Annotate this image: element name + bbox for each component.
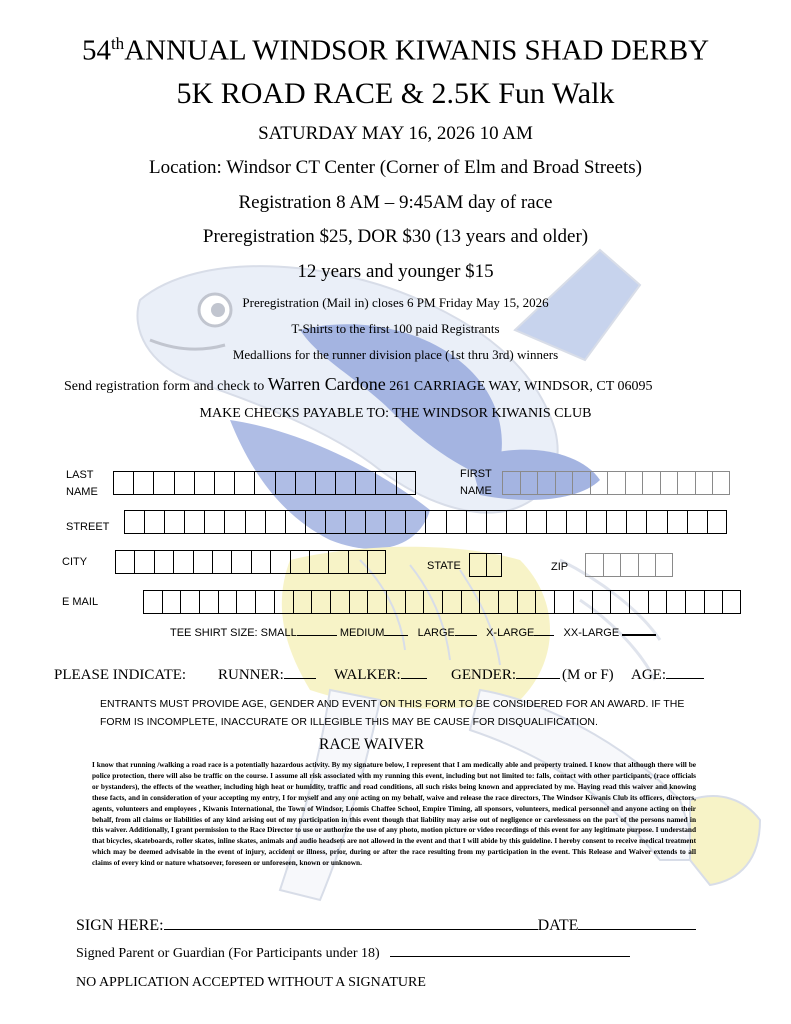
- character-box[interactable]: [722, 590, 741, 614]
- character-box[interactable]: [295, 471, 315, 495]
- character-box[interactable]: [655, 553, 673, 577]
- gender-field: GENDER: (M or F): [451, 667, 614, 683]
- character-box[interactable]: [115, 550, 134, 574]
- state-input[interactable]: [469, 553, 502, 577]
- character-box[interactable]: [405, 590, 424, 614]
- email-label: E MAIL: [62, 596, 99, 608]
- character-box[interactable]: [712, 471, 730, 495]
- page-subtitle: 5K ROAD RACE & 2.5K Fun Walk: [176, 77, 615, 110]
- first-name-input[interactable]: [502, 471, 730, 495]
- character-box[interactable]: [425, 510, 445, 534]
- character-box[interactable]: [585, 553, 603, 577]
- character-box[interactable]: [328, 550, 347, 574]
- tee-shirt-size-row: TEE SHIRT SIZE: SMALL MEDIUM LARGE X-LARGE XX-LARGE: [170, 627, 656, 639]
- character-box[interactable]: [162, 590, 181, 614]
- character-box[interactable]: [231, 550, 250, 574]
- large-blank[interactable]: [455, 634, 477, 636]
- xxlarge-blank[interactable]: [622, 633, 656, 636]
- character-box[interactable]: [254, 471, 274, 495]
- character-box[interactable]: [638, 553, 656, 577]
- character-box[interactable]: [194, 471, 214, 495]
- zip-input[interactable]: [585, 553, 673, 577]
- last-name-input[interactable]: [113, 471, 416, 495]
- street-label: STREET: [66, 521, 110, 533]
- tshirt-note: T-Shirts to the first 100 paid Registrants: [291, 321, 500, 336]
- entrants-notice: ENTRANTS MUST PROVIDE AGE, GENDER AND EVENT ON THIS FORM TO BE CONSIDERED FOR AN AWARD. IF THE FORM IS INCOMPLETE, INACCURATE OR ILLEGIBLE THIS MAY BE CAUSE FOR DISQUALIFICATION.: [100, 698, 685, 728]
- registration-time: Registration 8 AM – 9:45AM day of race: [238, 192, 553, 213]
- state-label: STATE: [427, 560, 461, 572]
- race-location: Location: Windsor CT Center (Corner of Elm and Broad Streets): [149, 157, 642, 178]
- character-box[interactable]: [315, 471, 335, 495]
- character-box[interactable]: [236, 590, 255, 614]
- character-box[interactable]: [648, 590, 667, 614]
- date-blank[interactable]: [578, 928, 696, 930]
- character-box[interactable]: [546, 510, 566, 534]
- character-box[interactable]: [687, 510, 707, 534]
- character-box[interactable]: [629, 590, 648, 614]
- walker-field: WALKER:: [334, 667, 427, 684]
- character-box[interactable]: [666, 590, 685, 614]
- character-box[interactable]: [707, 510, 727, 534]
- character-box[interactable]: [660, 471, 678, 495]
- character-box[interactable]: [405, 510, 425, 534]
- character-box[interactable]: [290, 550, 309, 574]
- character-box[interactable]: [466, 510, 486, 534]
- character-box[interactable]: [469, 553, 486, 577]
- character-box[interactable]: [124, 510, 144, 534]
- character-box[interactable]: [174, 471, 194, 495]
- character-box[interactable]: [180, 590, 199, 614]
- character-box[interactable]: [275, 471, 295, 495]
- character-box[interactable]: [537, 471, 555, 495]
- character-box[interactable]: [204, 510, 224, 534]
- signature-blank[interactable]: [164, 928, 538, 930]
- character-box[interactable]: [309, 550, 328, 574]
- runner-blank[interactable]: [284, 677, 316, 679]
- character-box[interactable]: [305, 510, 325, 534]
- character-box[interactable]: [311, 590, 330, 614]
- character-box[interactable]: [586, 510, 606, 534]
- city-input[interactable]: [115, 550, 386, 574]
- character-box[interactable]: [224, 510, 244, 534]
- character-box[interactable]: [349, 590, 368, 614]
- character-box[interactable]: [385, 510, 405, 534]
- character-box[interactable]: [218, 590, 237, 614]
- race-waiver-text: I know that running /walking a road race is a potentially hazardous activity. By my signature below, I represent that I am medically able and property trained. I know that although there will be police protection, there will also be traffic on the course. I assume all risk associated with my running this event, including but not limited to: falls, contact with other participants, (race officials or bystanders), the effects of the weather, including high heat or humidity, traffic and road conditions, all such risks being known and appreciated by me. Having read this waiver and knowing these facts, and in consideration of your accepting my entry, I for myself and any one acting on my behalf, waive and release the race directors, The Windsor Kiwanis Club its officers, directors, agents, volunteers and employees , Kiwanis International, the Town of Windsor, Loomis Chaffee School, Empire Timing, all sponsors, volunteers, medical personnel and anyone acting on their behalf, from all claims or liabilities of any kind arising out of my participation in this event though that liability may arise out of negligence or carelessness on the part of the persons named in this waiver. Additionally, I grant permission to the Race Director to use or authorize the use of any photo, motion picture or video recordings of this event for any legitimate purpose. I understand that bicycles, skateboards, roller skates, inline skates, animals and audio headsets are not allowed in the event and that I will abide by this guideline. I hereby consent to receive medical treatment which may be deemed advisable in the event of injury, accident or illness, prior, during or after the race resulting from my participation in the event. This Release and Waiver extends to all claims of every kind or nature whatsoever, foreseen or unforeseen, known or unknown.: [92, 760, 697, 868]
- character-box[interactable]: [486, 510, 506, 534]
- character-box[interactable]: [134, 550, 153, 574]
- character-box[interactable]: [143, 590, 162, 614]
- character-box[interactable]: [153, 471, 173, 495]
- race-waiver-heading: RACE WAIVER: [319, 736, 425, 753]
- city-label: CITY: [62, 556, 88, 568]
- character-box[interactable]: [274, 590, 293, 614]
- character-box[interactable]: [620, 553, 638, 577]
- please-indicate-label: PLEASE INDICATE:: [54, 667, 187, 683]
- character-box[interactable]: [626, 510, 646, 534]
- character-box[interactable]: [677, 471, 695, 495]
- character-box[interactable]: [293, 590, 312, 614]
- medallion-note: Medallions for the runner division place (1st thru 3rd) winners: [232, 347, 559, 362]
- preregistration-close: Preregistration (Mail in) closes 6 PM Friday May 15, 2026: [242, 295, 549, 310]
- character-box[interactable]: [386, 590, 405, 614]
- character-box[interactable]: [214, 471, 234, 495]
- age-field: AGE:: [631, 667, 704, 684]
- character-box[interactable]: [245, 510, 265, 534]
- email-input[interactable]: [143, 590, 741, 614]
- character-box[interactable]: [396, 471, 416, 495]
- preregistration-fee: Preregistration $25, DOR $30 (13 years and older): [202, 226, 589, 247]
- send-to-line: Send registration form and check to Warren Cardone 261 CARRIAGE WAY, WINDSOR, CT 06095: [64, 374, 653, 394]
- sign-here-row: SIGN HERE: DATE: [76, 917, 696, 935]
- character-box[interactable]: [265, 510, 285, 534]
- character-box[interactable]: [590, 471, 608, 495]
- walker-blank[interactable]: [401, 677, 427, 679]
- character-box[interactable]: [603, 553, 621, 577]
- send-name: Warren Cardone: [267, 374, 386, 394]
- xlarge-blank[interactable]: [534, 634, 554, 636]
- character-box[interactable]: [667, 510, 687, 534]
- character-box[interactable]: [367, 590, 386, 614]
- page-title: 54thANNUAL WINDSOR KIWANIS SHAD DERBY: [81, 34, 710, 67]
- character-box[interactable]: [610, 590, 629, 614]
- character-box[interactable]: [355, 471, 375, 495]
- character-box[interactable]: [285, 510, 305, 534]
- last-name-label: LAST NAME: [66, 469, 98, 498]
- payable-note: MAKE CHECKS PAYABLE TO: THE WINDSOR KIWANIS CLUB: [199, 406, 592, 421]
- character-box[interactable]: [173, 550, 192, 574]
- character-box[interactable]: [461, 590, 480, 614]
- character-box[interactable]: [325, 510, 345, 534]
- character-box[interactable]: [625, 471, 643, 495]
- gender-blank[interactable]: [516, 677, 560, 679]
- first-name-label: FIRST NAME: [460, 468, 492, 497]
- character-box[interactable]: [154, 550, 173, 574]
- character-box[interactable]: [199, 590, 218, 614]
- character-box[interactable]: [423, 590, 442, 614]
- no-application-note: NO APPLICATION ACCEPTED WITHOUT A SIGNATURE: [76, 975, 426, 990]
- character-box[interactable]: [704, 590, 723, 614]
- character-box[interactable]: [498, 590, 517, 614]
- character-box[interactable]: [348, 550, 367, 574]
- character-box[interactable]: [113, 471, 133, 495]
- street-input[interactable]: [124, 510, 727, 534]
- character-box[interactable]: [554, 590, 573, 614]
- character-box[interactable]: [695, 471, 713, 495]
- character-box[interactable]: [502, 471, 520, 495]
- race-date: SATURDAY MAY 16, 2026 10 AM: [258, 123, 533, 144]
- character-box[interactable]: [330, 590, 349, 614]
- character-box[interactable]: [520, 471, 538, 495]
- character-box[interactable]: [506, 510, 526, 534]
- character-box[interactable]: [479, 590, 498, 614]
- character-box[interactable]: [442, 590, 461, 614]
- character-box[interactable]: [375, 471, 395, 495]
- character-box[interactable]: [184, 510, 204, 534]
- character-box[interactable]: [251, 550, 270, 574]
- character-box[interactable]: [566, 510, 586, 534]
- youth-fee: 12 years and younger $15: [297, 261, 494, 282]
- character-box[interactable]: [646, 510, 666, 534]
- character-box[interactable]: [572, 471, 590, 495]
- character-box[interactable]: [270, 550, 289, 574]
- character-box[interactable]: [193, 550, 212, 574]
- zip-label: ZIP: [551, 561, 569, 573]
- character-box[interactable]: [486, 553, 503, 577]
- character-box[interactable]: [365, 510, 385, 534]
- character-box[interactable]: [367, 550, 386, 574]
- date-label: DATE: [537, 917, 579, 934]
- character-box[interactable]: [133, 471, 153, 495]
- character-box[interactable]: [144, 510, 164, 534]
- small-blank[interactable]: [297, 634, 337, 636]
- character-box[interactable]: [592, 590, 611, 614]
- character-box[interactable]: [573, 590, 592, 614]
- character-box[interactable]: [164, 510, 184, 534]
- character-box[interactable]: [446, 510, 466, 534]
- character-box[interactable]: [335, 471, 355, 495]
- medium-blank[interactable]: [384, 634, 408, 636]
- parent-signature-row: Signed Parent or Guardian (For Participants under 18): [76, 946, 630, 962]
- character-box[interactable]: [212, 550, 231, 574]
- character-box[interactable]: [526, 510, 546, 534]
- character-box[interactable]: [255, 590, 274, 614]
- character-box[interactable]: [517, 590, 536, 614]
- character-box[interactable]: [555, 471, 573, 495]
- character-box[interactable]: [345, 510, 365, 534]
- character-box[interactable]: [685, 590, 704, 614]
- character-box[interactable]: [642, 471, 660, 495]
- parent-signature-blank[interactable]: [390, 955, 630, 957]
- character-box[interactable]: [606, 510, 626, 534]
- character-box[interactable]: [535, 590, 554, 614]
- character-box[interactable]: [234, 471, 254, 495]
- age-blank[interactable]: [666, 677, 704, 679]
- runner-field: RUNNER:: [218, 667, 316, 684]
- character-box[interactable]: [607, 471, 625, 495]
